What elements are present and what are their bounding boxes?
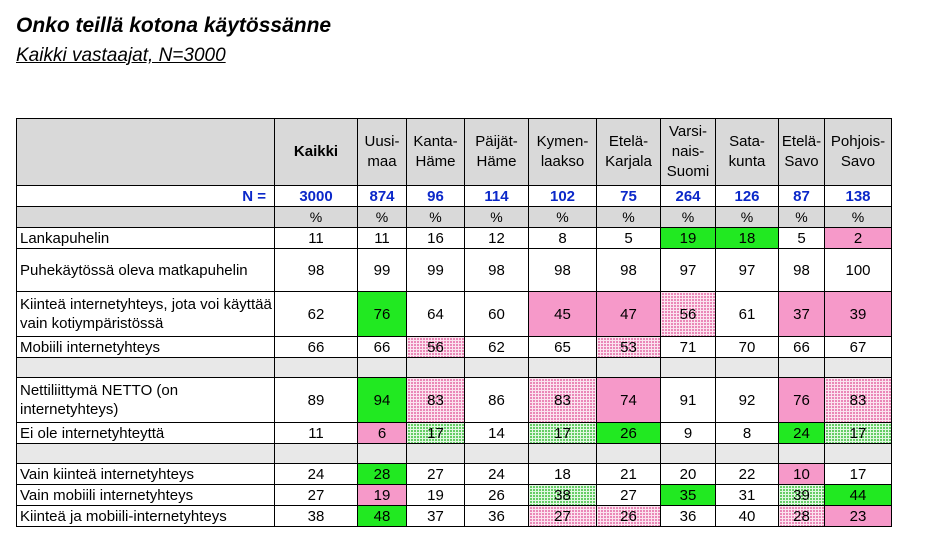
- value-cell: 17: [529, 423, 597, 444]
- value-cell: 98: [465, 249, 529, 292]
- value-cell: 83: [407, 378, 465, 423]
- percent-unit-cell: %: [825, 207, 892, 228]
- value-cell: 62: [275, 292, 358, 337]
- value-cell: 83: [529, 378, 597, 423]
- value-cell: 26: [597, 423, 661, 444]
- value-cell: 11: [358, 228, 407, 249]
- value-cell: 92: [716, 378, 779, 423]
- value-cell: 19: [407, 485, 465, 506]
- column-header-line: Häme: [476, 153, 517, 170]
- percent-unit-cell: %: [275, 207, 358, 228]
- value-cell: 24: [275, 464, 358, 485]
- table-row: [17, 506, 892, 527]
- column-header-label: Kaikki: [293, 143, 339, 160]
- row-label: Ei ole internetyhteyttä: [17, 423, 275, 444]
- value-cell: 48: [358, 506, 407, 527]
- value-cell: 56: [407, 337, 465, 358]
- sample-size-cell: 75: [597, 186, 661, 207]
- value-cell: 17: [825, 464, 892, 485]
- value-cell: 28: [779, 506, 825, 527]
- percent-unit-blank: [17, 207, 275, 228]
- column-header-kaikki: [275, 119, 358, 186]
- value-cell: 40: [716, 506, 779, 527]
- value-cell: 45: [529, 292, 597, 337]
- sample-size-cell: 114: [465, 186, 529, 207]
- row-label: Kiinteä ja mobiili-internetyhteys: [17, 506, 275, 527]
- gap-cell: [17, 358, 275, 378]
- value-cell: 37: [779, 292, 825, 337]
- column-header-line: Kanta-: [413, 133, 458, 150]
- row-label: Kiinteä internetyhteys, jota voi käyttää vain kotiympäristössä: [17, 292, 275, 337]
- value-cell: 27: [407, 464, 465, 485]
- sample-size-label: N =: [17, 186, 275, 207]
- table-row: [17, 485, 892, 506]
- value-cell: 60: [465, 292, 529, 337]
- sample-size-cell: 87: [779, 186, 825, 207]
- value-cell: 98: [529, 249, 597, 292]
- column-header-line: Sata-: [729, 133, 765, 150]
- sample-size-cell: 102: [529, 186, 597, 207]
- table-row: [17, 464, 892, 485]
- gap-cell: [17, 444, 275, 464]
- value-cell: 89: [275, 378, 358, 423]
- column-header-kanta-hame: [407, 119, 465, 186]
- column-header-line: Etelä-: [608, 133, 649, 150]
- column-header-line: laakso: [540, 153, 585, 170]
- column-header-line: maa: [367, 153, 397, 170]
- value-cell: 97: [661, 249, 716, 292]
- value-cell: 76: [358, 292, 407, 337]
- value-cell: 28: [358, 464, 407, 485]
- value-cell: 16: [407, 228, 465, 249]
- column-header-line: Savo: [784, 153, 819, 170]
- column-header-line: Varsi-: [668, 123, 708, 140]
- column-header-kymenlaakso: [529, 119, 597, 186]
- value-cell: 71: [661, 337, 716, 358]
- value-cell: 66: [358, 337, 407, 358]
- row-label: Puhekäytössä oleva matkapuhelin: [17, 249, 275, 292]
- gap-cell: [716, 358, 779, 378]
- gap-cell: [275, 358, 358, 378]
- value-cell: 23: [825, 506, 892, 527]
- column-header-line: Pohjois-: [830, 133, 886, 150]
- gap-cell: [529, 444, 597, 464]
- row-label: Lankapuhelin: [17, 228, 275, 249]
- value-cell: 2: [825, 228, 892, 249]
- table-row: [17, 378, 892, 423]
- value-cell: 36: [661, 506, 716, 527]
- sample-size-cell: 96: [407, 186, 465, 207]
- gap-cell: [358, 444, 407, 464]
- gap-cell: [716, 444, 779, 464]
- value-cell: 53: [597, 337, 661, 358]
- results-table: [16, 118, 892, 527]
- column-header-line: Kymen-: [536, 133, 589, 150]
- percent-unit-cell: %: [716, 207, 779, 228]
- value-cell: 19: [358, 485, 407, 506]
- value-cell: 38: [275, 506, 358, 527]
- gap-cell: [407, 358, 465, 378]
- value-cell: 18: [529, 464, 597, 485]
- value-cell: 10: [779, 464, 825, 485]
- value-cell: 91: [661, 378, 716, 423]
- value-cell: 11: [275, 228, 358, 249]
- gap-cell: [779, 444, 825, 464]
- value-cell: 98: [597, 249, 661, 292]
- column-header-uusimaa: [358, 119, 407, 186]
- gap-cell: [825, 444, 892, 464]
- column-header-line: Savo: [840, 153, 876, 170]
- percent-unit-cell: %: [407, 207, 465, 228]
- table-row: [17, 249, 892, 292]
- column-header-line: Uusi-: [364, 133, 400, 150]
- value-cell: 94: [358, 378, 407, 423]
- value-cell: 20: [661, 464, 716, 485]
- percent-unit-cell: %: [597, 207, 661, 228]
- sample-size-cell: 138: [825, 186, 892, 207]
- value-cell: 83: [825, 378, 892, 423]
- value-cell: 24: [779, 423, 825, 444]
- gap-cell: [465, 444, 529, 464]
- gap-cell: [358, 358, 407, 378]
- value-cell: 66: [779, 337, 825, 358]
- value-cell: 35: [661, 485, 716, 506]
- value-cell: 26: [597, 506, 661, 527]
- value-cell: 17: [407, 423, 465, 444]
- value-cell: 44: [825, 485, 892, 506]
- percent-unit-cell: %: [465, 207, 529, 228]
- value-cell: 36: [465, 506, 529, 527]
- value-cell: 9: [661, 423, 716, 444]
- sample-size-cell: 3000: [275, 186, 358, 207]
- percent-unit-row: [17, 207, 892, 228]
- sample-size-row: [17, 186, 892, 207]
- column-header-etela-savo: [779, 119, 825, 186]
- row-label: Vain kiinteä internetyhteys: [17, 464, 275, 485]
- gap-cell: [661, 358, 716, 378]
- gap-cell: [407, 444, 465, 464]
- value-cell: 11: [275, 423, 358, 444]
- table-title: Onko teillä kotona käytössänne: [16, 14, 332, 37]
- column-header-pohjois-savo: [825, 119, 892, 186]
- value-cell: 21: [597, 464, 661, 485]
- value-cell: 61: [716, 292, 779, 337]
- table-subtitle: Kaikki vastaajat, N=3000: [16, 45, 226, 66]
- column-header-line: Päijät-: [475, 133, 518, 150]
- value-cell: 39: [779, 485, 825, 506]
- value-cell: 17: [825, 423, 892, 444]
- gap-row-2: [17, 444, 892, 464]
- value-cell: 37: [407, 506, 465, 527]
- value-cell: 70: [716, 337, 779, 358]
- value-cell: 86: [465, 378, 529, 423]
- percent-unit-cell: %: [529, 207, 597, 228]
- percent-unit-cell: %: [358, 207, 407, 228]
- table-row: [17, 337, 892, 358]
- gap-cell: [825, 358, 892, 378]
- value-cell: 5: [779, 228, 825, 249]
- sample-size-cell: 126: [716, 186, 779, 207]
- value-cell: 67: [825, 337, 892, 358]
- value-cell: 56: [661, 292, 716, 337]
- value-cell: 100: [825, 249, 892, 292]
- value-cell: 98: [779, 249, 825, 292]
- column-header-line: Etelä-: [781, 133, 822, 150]
- gap-cell: [465, 358, 529, 378]
- value-cell: 39: [825, 292, 892, 337]
- value-cell: 8: [716, 423, 779, 444]
- value-cell: 65: [529, 337, 597, 358]
- sample-size-cell: 874: [358, 186, 407, 207]
- value-cell: 18: [716, 228, 779, 249]
- column-header-line: nais-: [671, 143, 705, 160]
- sample-size-cell: 264: [661, 186, 716, 207]
- gap-cell: [275, 444, 358, 464]
- value-cell: 99: [358, 249, 407, 292]
- column-header-satakunta: [716, 119, 779, 186]
- gap-cell: [779, 358, 825, 378]
- value-cell: 19: [661, 228, 716, 249]
- value-cell: 31: [716, 485, 779, 506]
- gap-cell: [597, 444, 661, 464]
- value-cell: 5: [597, 228, 661, 249]
- gap-row-1: [17, 358, 892, 378]
- gap-cell: [661, 444, 716, 464]
- column-header-varsinais-suomi: [661, 119, 716, 186]
- value-cell: 74: [597, 378, 661, 423]
- table-row: [17, 292, 892, 337]
- value-cell: 27: [275, 485, 358, 506]
- header-row: [17, 119, 892, 186]
- value-cell: 38: [529, 485, 597, 506]
- value-cell: 6: [358, 423, 407, 444]
- value-cell: 99: [407, 249, 465, 292]
- value-cell: 27: [529, 506, 597, 527]
- column-header-paijat-hame: [465, 119, 529, 186]
- value-cell: 26: [465, 485, 529, 506]
- value-cell: 76: [779, 378, 825, 423]
- value-cell: 66: [275, 337, 358, 358]
- value-cell: 47: [597, 292, 661, 337]
- value-cell: 27: [597, 485, 661, 506]
- gap-cell: [529, 358, 597, 378]
- percent-unit-cell: %: [779, 207, 825, 228]
- row-label: Vain mobiili internetyhteys: [17, 485, 275, 506]
- value-cell: 24: [465, 464, 529, 485]
- header-corner-cell: [17, 119, 275, 186]
- value-cell: 62: [465, 337, 529, 358]
- row-label: Nettiliittymä NETTO (on internetyhteys): [17, 378, 275, 423]
- column-header-etela-karjala: [597, 119, 661, 186]
- value-cell: 64: [407, 292, 465, 337]
- value-cell: 22: [716, 464, 779, 485]
- percent-unit-cell: %: [661, 207, 716, 228]
- table-row: [17, 228, 892, 249]
- table-row: [17, 423, 892, 444]
- column-header-line: kunta: [728, 153, 766, 170]
- value-cell: 8: [529, 228, 597, 249]
- value-cell: 98: [275, 249, 358, 292]
- value-cell: 97: [716, 249, 779, 292]
- column-header-line: Karjala: [605, 153, 652, 170]
- row-label: Mobiili internetyhteys: [17, 337, 275, 358]
- value-cell: 12: [465, 228, 529, 249]
- column-header-line: Häme: [415, 153, 456, 170]
- value-cell: 14: [465, 423, 529, 444]
- column-header-line: Suomi: [666, 163, 710, 180]
- gap-cell: [597, 358, 661, 378]
